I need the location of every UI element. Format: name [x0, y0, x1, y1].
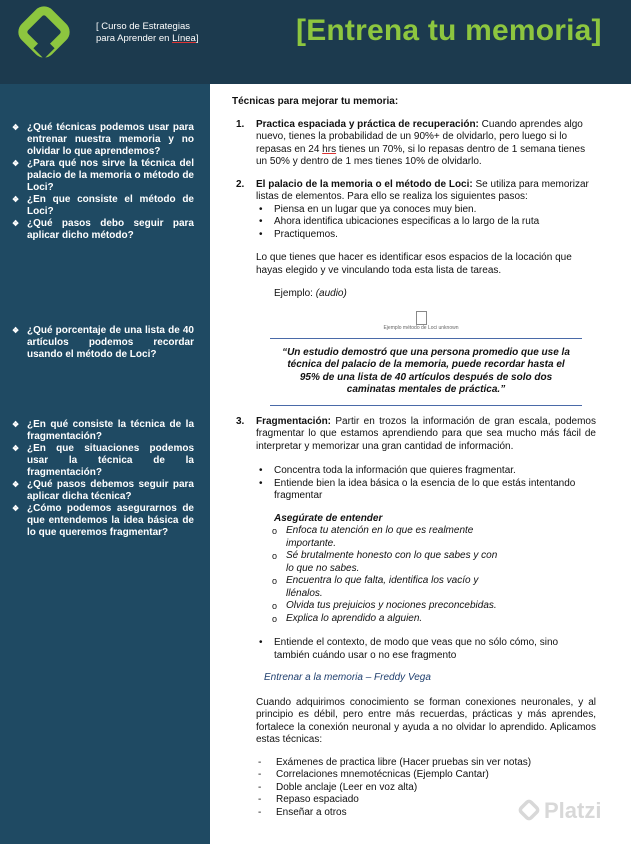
loci-paragraph: Lo que tienes que hacer es identificar esos espacios de la locación que hayas elegido y ve vinculando toda esta lista de tareas.	[256, 252, 572, 276]
course-line-1: [ Curso de Estrategias	[96, 21, 190, 32]
section-title: Entrenar a la memoria – Freddy Vega	[264, 672, 431, 683]
technique-number: 2.	[236, 178, 245, 190]
technique-list-item: - Enseñar a otros	[238, 807, 596, 820]
fragment-bullet: • Concentra toda la información que quieres fragmentar.	[256, 465, 596, 478]
section-paragraph: Cuando adquirimos conocimiento se forman conexiones neuronales, y al principio es débil, pero entre más recuerdas, prácticas y más aprendes, fortalece la conexión neuronal y ayuda a no olvidar lo aprendido. Aplicamos estas técnicas:	[256, 696, 596, 745]
content-heading: Técnicas para mejorar tu memoria:	[232, 96, 399, 107]
understand-item: o Olvida tus prejuicios y nociones preconcebidas.	[272, 600, 502, 613]
question-group-1	[12, 122, 194, 242]
platzi-logo-icon	[518, 799, 540, 821]
technique-2	[224, 179, 596, 406]
technique-text: Partir en trozos la información de gran escala, podemos fragmentar lo que estamos aprendiendo para que sea mucho más fácil de interpretar y memorizar una gran cantidad de información.	[256, 415, 596, 452]
technique-1	[224, 119, 596, 169]
context-bullet: • Entiende el contexto, de modo que veas que no sólo cómo, sino también cuándo usar o no ese fragmento	[256, 637, 596, 662]
technique-list-item: - Repaso espaciado	[238, 794, 596, 807]
step-item: • Ahora identifica ubicaciones especificas a lo largo de la ruta	[256, 216, 596, 229]
question-item: ❖ ¿Para qué nos sirve la técnica del palacio de la memoria o método de Loci?	[12, 158, 194, 194]
page-title: [Entrena tu memoria]	[296, 14, 602, 47]
logo-icon	[18, 6, 70, 58]
header-bar	[0, 0, 631, 84]
step-item: • Piensa en un lugar que ya conoces muy bien.	[256, 204, 596, 217]
file-icon	[416, 311, 427, 325]
question-item: ❖ ¿En que consiste el método de Loci?	[12, 194, 194, 218]
sidebar	[0, 84, 210, 844]
technique-3	[224, 416, 596, 663]
course-line-2	[96, 33, 198, 45]
question-group-3	[12, 419, 194, 539]
technique-text-b: tienes un 70%, si lo repasas dentro de 1 semana tienes un 50% y dentro de 1 mes tienes 10% de olvidarlo.	[256, 143, 586, 167]
question-group-2	[12, 325, 194, 361]
question-item: ❖ ¿Qué técnicas podemos usar para entrenar nuestra memoria y no olvidar lo que aprendemos?	[12, 122, 194, 158]
question-item: ❖ ¿Cómo podemos asegurarnos de que entendemos la idea básica de lo que queremos fragmentar?	[12, 503, 194, 539]
platzi-watermark	[518, 798, 601, 824]
technique-title: El palacio de la memoria o el método de Loci:	[256, 178, 473, 190]
technique-list-item: - Exámenes de practica libre (Hacer pruebas sin ver notas)	[238, 757, 596, 770]
understand-list	[256, 525, 502, 625]
question-item: ❖ ¿En qué consiste la técnica de la fragmentación?	[12, 419, 194, 443]
step-item: • Practiquemos.	[256, 229, 596, 242]
question-item: ❖ ¿Qué pasos debo seguir para aplicar dicho método?	[12, 218, 194, 242]
steps-list	[256, 204, 596, 242]
technique-text: Se utiliza para memorizar listas de elementos. Para ello se realiza los siguientes pasos:	[256, 178, 589, 202]
hrs-word: hrs	[322, 143, 337, 155]
understand-item: o Explica lo aprendido a alguien.	[272, 613, 502, 626]
understand-heading: Asegúrate de entender	[274, 512, 383, 524]
technique-list-item: - Doble anclaje (Leer en voz alta)	[238, 782, 596, 795]
main-content	[224, 96, 596, 819]
audio-file[interactable]	[256, 311, 586, 332]
technique-text: Cuando aprendes algo nuevo, tienes la probabilidad de un 90%+ de olvidarlo, pero luego si lo repasas en 24	[256, 118, 583, 155]
example-audio: (audio)	[315, 288, 347, 299]
fragment-bullets	[256, 465, 596, 503]
platzi-text: Platzi	[544, 798, 602, 823]
understand-item: o Sé brutalmente honesto con lo que sabes y con lo que no sabes.	[272, 550, 502, 575]
course-line-2a: para Aprender en	[96, 33, 173, 44]
course-label	[96, 21, 198, 45]
technique-title: Fragmentación:	[256, 415, 332, 427]
fragmentation-paragraph	[256, 416, 596, 454]
question-item: ❖ ¿Qué pasos debemos seguir para aplicar dicha técnica?	[12, 479, 194, 503]
study-quote: “Un estudio demostró que una persona promedio que use la técnica del palacio de la memoria, puede recordar hasta el 95% de una lista de 40 artículos después de solo dos caminatas mentales de práctica.”	[270, 338, 582, 406]
context-bullet-list	[256, 637, 596, 662]
example-line	[274, 288, 596, 301]
question-item: ❖ ¿Qué porcentaje de una lista de 40 artículos podemos recordar usando el método de Loci?	[12, 325, 194, 361]
technique-number: 3.	[236, 415, 245, 427]
understand-item: o Enfoca tu atención en lo que es realmente importante.	[272, 525, 502, 550]
understand-item: o Encuentra lo que falta, identifica los vacío y llénalos.	[272, 575, 502, 600]
file-caption: Ejemplo método de Loci unknown	[383, 324, 459, 331]
technique-number: 1.	[236, 118, 245, 130]
example-label: Ejemplo:	[274, 288, 316, 299]
course-line-2b: Línea	[172, 33, 196, 44]
technique-list-item: - Correlaciones mnemotécnicas (Ejemplo Cantar)	[238, 769, 596, 782]
question-item: ❖ ¿En que situaciones podemos usar la técnica de la fragmentación?	[12, 443, 194, 479]
fragment-bullet: • Entiende bien la idea básica o la esencia de lo que estás intentando fragmentar	[256, 478, 596, 503]
course-line-2c: ]	[195, 33, 199, 44]
technique-title: Practica espaciada y práctica de recuperación:	[256, 118, 479, 130]
